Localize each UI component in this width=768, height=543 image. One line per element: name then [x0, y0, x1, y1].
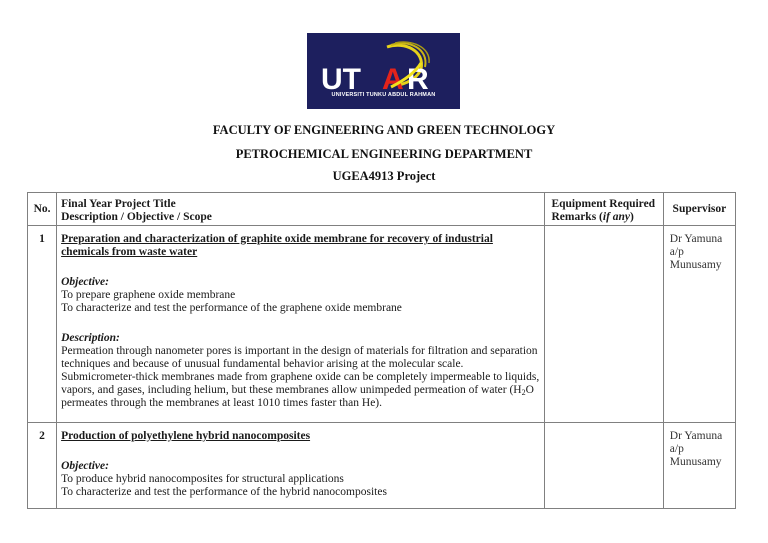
objective-item: To characterize and test the performance of the hybrid nanocomposites	[61, 486, 387, 498]
project-table	[27, 192, 736, 509]
table-row	[28, 423, 736, 509]
table-row	[28, 226, 736, 423]
description-text	[61, 345, 540, 410]
utar-logo	[307, 33, 460, 109]
equipment-cell	[545, 226, 663, 423]
row-number: 1	[28, 226, 57, 423]
project-title: Production of polyethylene hybrid nanocomposites	[61, 430, 311, 442]
description-tail: O permeates through the membranes at least 1010 times faster than He).	[61, 384, 534, 409]
supervisor-name-line3: Munusamy	[669, 456, 722, 468]
supervisor-cell	[663, 226, 735, 423]
course-heading: UGEA4913 Project	[332, 169, 436, 183]
header-remarks-label: Remarks (	[551, 211, 603, 223]
header-if-any: if any	[602, 211, 631, 223]
faculty-heading: FACULTY OF ENGINEERING AND GREEN TECHNOLOGY	[212, 123, 556, 137]
header-equipment-line2	[551, 211, 658, 224]
supervisor-cell	[663, 423, 735, 509]
subscript-2: 2	[521, 388, 526, 397]
header-title-line2: Description / Objective / Scope	[61, 211, 212, 223]
department-heading: PETROCHEMICAL ENGINEERING DEPARTMENT	[235, 147, 533, 161]
row-number: 2	[28, 423, 57, 509]
header-title-line1: Final Year Project Title	[61, 198, 176, 210]
header-paren-close: )	[630, 211, 634, 223]
objective-label: Objective:	[61, 460, 109, 472]
objective-item: To characterize and test the performance of the graphene oxide membrane	[61, 302, 402, 314]
logo-subtitle: UNIVERSITI TUNKU ABDUL RAHMAN	[331, 92, 436, 98]
header-supervisor: Supervisor	[663, 193, 735, 226]
objective-item: To prepare graphene oxide membrane	[61, 289, 236, 301]
equipment-cell	[545, 423, 663, 509]
objective-item: To produce hybrid nanocomposites for structural applications	[61, 473, 344, 485]
description-main: Permeation through nanometer pores is important in the design of materials for filtration and separation techniques and because of unusual fundamental behavior arising at the molecular scale. Submicrometer-thick membranes made from graphene oxide can be completely impermeable to liquids, vapors, and gases, including helium, but these membranes allow unimpeded permeation of water (H	[61, 345, 540, 396]
description-label: Description:	[61, 332, 120, 344]
header-no: No.	[28, 193, 57, 226]
supervisor-name-line3: Munusamy	[669, 259, 722, 271]
header-title	[57, 193, 545, 226]
svg-text:A: A	[382, 63, 404, 96]
project-details	[57, 423, 545, 509]
supervisor-name-line1: Dr Yamuna	[669, 430, 723, 442]
svg-text:UT: UT	[321, 63, 361, 96]
supervisor-name-line1: Dr Yamuna	[669, 233, 723, 245]
project-title: Preparation and characterization of graphite oxide membrane for recovery of industrial chemicals from waste water	[61, 233, 493, 258]
objective-label: Objective:	[61, 276, 109, 288]
svg-text:R: R	[407, 63, 429, 96]
supervisor-name-line2: a/p	[669, 246, 684, 258]
header-equipment-line1: Equipment Required	[551, 198, 656, 210]
supervisor-name-line2: a/p	[669, 443, 684, 455]
table-header-row	[28, 193, 736, 226]
header-equipment	[545, 193, 663, 226]
project-details	[57, 226, 545, 423]
